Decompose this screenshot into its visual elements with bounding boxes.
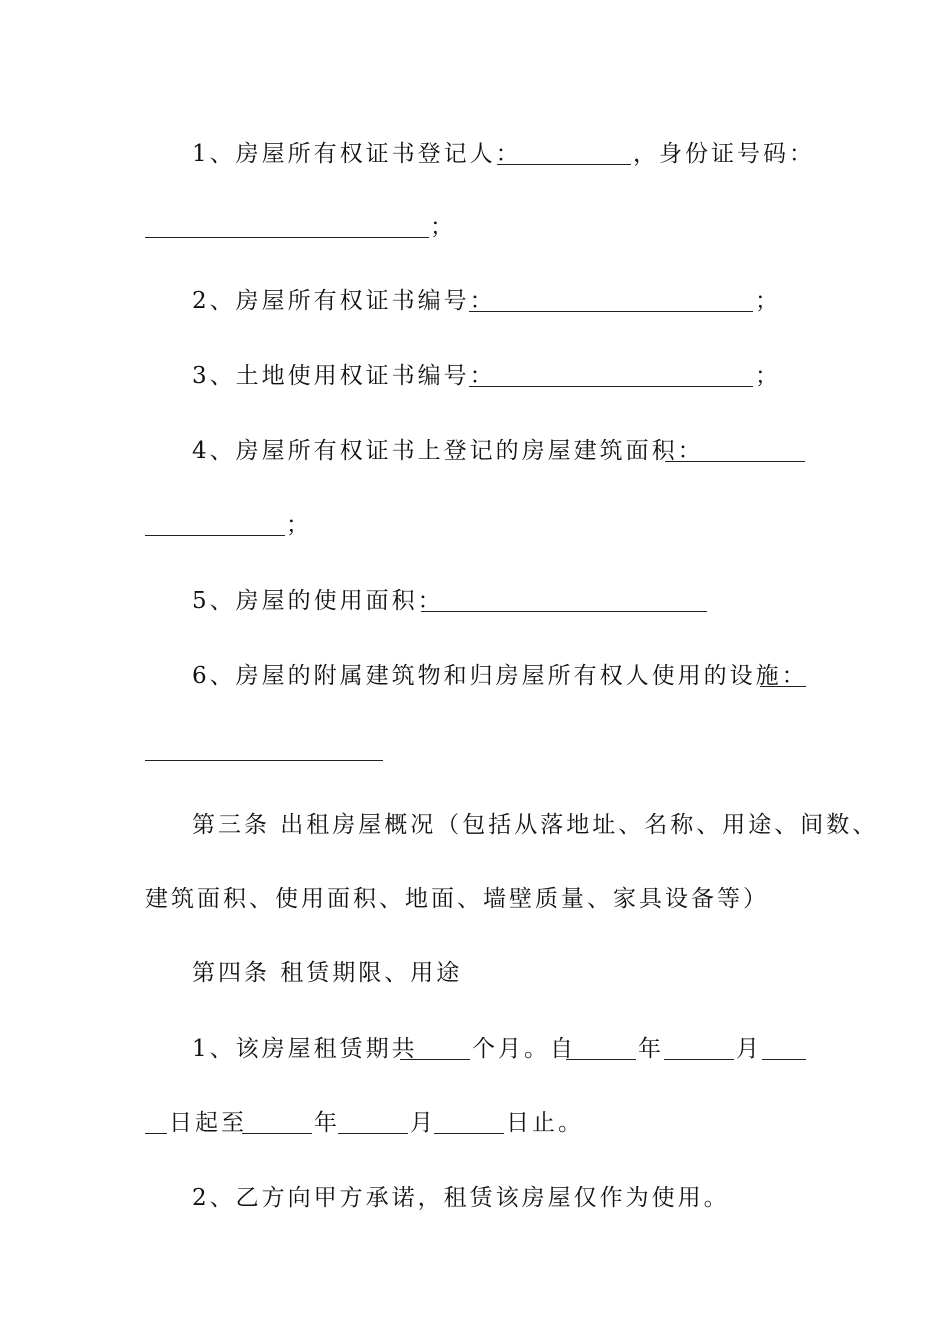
blank-id-number[interactable] <box>145 213 429 238</box>
line-article-3-cont <box>0 879 950 919</box>
line-lease-term-cont <box>0 1103 950 1143</box>
label-ownership-cert-no: 2、房屋所有权证书编号： <box>192 288 496 314</box>
label-lease-term: 1、该房屋租赁期共 <box>192 1036 418 1062</box>
label-day-until: 日起至 <box>169 1110 247 1136</box>
label-month: 月 <box>410 1110 436 1136</box>
line-article-4 <box>0 953 950 993</box>
blank-end-year[interactable] <box>242 1109 312 1134</box>
line-building-area-cont <box>0 505 950 545</box>
label-facilities: 6、房屋的附属建筑物和归房屋所有权人使用的设施： <box>192 663 808 689</box>
blank-facilities-2[interactable] <box>145 736 383 761</box>
label-land-cert-no: 3、土地使用权证书编号： <box>192 363 496 389</box>
label-year: 年 <box>314 1110 340 1136</box>
blank-start-month[interactable] <box>664 1035 734 1060</box>
blank-start-year[interactable] <box>566 1035 636 1060</box>
punct-semicolon: ； <box>430 214 456 240</box>
line-usage-promise <box>0 1178 950 1218</box>
blank-land-cert-no[interactable] <box>469 362 753 387</box>
punct-semicolon: ； <box>755 363 781 389</box>
label-month: 月 <box>736 1036 762 1062</box>
blank-start-day-1[interactable] <box>762 1035 806 1060</box>
line-facilities-cont <box>0 730 950 770</box>
article-4-heading: 第四条 租赁期限、用途 <box>192 960 463 986</box>
line-usable-area <box>0 581 950 621</box>
line-owner-registrant <box>0 134 950 174</box>
label-building-area: 4、房屋所有权证书上登记的房屋建筑面积： <box>192 438 704 464</box>
blank-building-area-1[interactable] <box>665 437 805 462</box>
blank-building-area-2[interactable] <box>145 511 285 536</box>
blank-end-month[interactable] <box>338 1109 408 1134</box>
label-usage-promise: 2、乙方向甲方承诺，租赁该房屋仅作为使用。 <box>192 1185 730 1211</box>
blank-lease-months[interactable] <box>400 1035 470 1060</box>
line-ownership-cert-no <box>0 281 950 321</box>
blank-start-day-2[interactable] <box>145 1109 167 1134</box>
label-months-from: 个月。自 <box>472 1036 576 1062</box>
label-year: 年 <box>638 1036 664 1062</box>
label-id-number: ，身份证号码： <box>633 141 815 167</box>
line-article-3 <box>0 805 950 845</box>
punct-semicolon: ； <box>755 288 781 314</box>
punct-semicolon: ； <box>286 512 312 538</box>
article-3-heading: 第三条 出租房屋概况（包括从落地址、名称、用途、间数、 <box>192 812 879 838</box>
article-3-heading-cont: 建筑面积、使用面积、地面、墙壁质量、家具设备等） <box>145 886 769 912</box>
blank-end-day[interactable] <box>434 1109 504 1134</box>
line-id-number-blank <box>0 207 950 247</box>
label-usable-area: 5、房屋的使用面积： <box>192 588 444 614</box>
blank-ownership-cert-no[interactable] <box>469 287 753 312</box>
label-owner-registrant: 1、房屋所有权证书登记人： <box>192 141 522 167</box>
line-building-area <box>0 431 950 471</box>
blank-facilities-1[interactable] <box>760 662 806 687</box>
line-facilities <box>0 656 950 696</box>
line-lease-term <box>0 1029 950 1069</box>
label-day-end: 日止。 <box>506 1110 584 1136</box>
blank-usable-area[interactable] <box>421 587 707 612</box>
blank-owner-name[interactable] <box>497 140 631 165</box>
line-land-cert-no <box>0 356 950 396</box>
